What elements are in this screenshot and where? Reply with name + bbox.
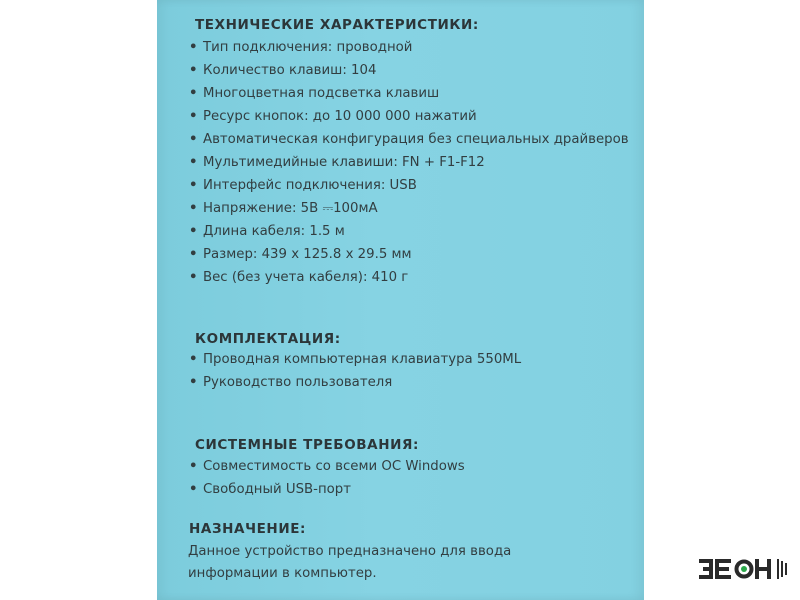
list-item-text: Ресурс кнопок: до 10 000 000 нажатий xyxy=(203,109,477,124)
bullet: • xyxy=(189,270,198,285)
bullet: • xyxy=(189,375,198,390)
specs-heading: ТЕХНИЧЕСКИЕ ХАРАКТЕРИСТИКИ: xyxy=(195,17,479,33)
bullet: • xyxy=(189,86,198,101)
list-item xyxy=(189,220,629,243)
bullet: • xyxy=(189,109,198,124)
purpose-text xyxy=(188,541,511,585)
purpose-line: информации в компьютер. xyxy=(188,566,377,581)
list-item-text: Мультимедийные клавиши: FN + F1-F12 xyxy=(203,155,485,170)
bullet: • xyxy=(189,201,198,216)
bullet: • xyxy=(189,352,198,367)
list-item-text: Свободный USB-порт xyxy=(203,482,351,497)
list-item-text: Автоматическая конфигурация без специальных драйверов xyxy=(203,132,629,147)
bullet: • xyxy=(189,224,198,239)
package-list xyxy=(189,348,521,394)
requirements-heading: СИСТЕМНЫЕ ТРЕБОВАНИЯ: xyxy=(195,437,420,453)
list-item-text: Тип подключения: проводной xyxy=(203,40,413,55)
list-item xyxy=(189,266,629,289)
bullet: • xyxy=(189,132,198,147)
bullet: • xyxy=(189,482,198,497)
list-item xyxy=(189,455,465,478)
list-item-text: Размер: 439 x 125.8 x 29.5 мм xyxy=(203,247,412,262)
list-item-text: Интерфейс подключения: USB xyxy=(203,178,417,193)
list-item-text: Количество клавиш: 104 xyxy=(203,63,377,78)
list-item xyxy=(189,36,629,59)
list-item-text: Длина кабеля: 1.5 м xyxy=(203,224,345,239)
box-info-panel xyxy=(157,0,644,600)
list-item xyxy=(189,348,521,371)
list-item xyxy=(189,478,465,501)
list-item xyxy=(189,243,629,266)
bullet: • xyxy=(189,40,198,55)
bullet: • xyxy=(189,63,198,78)
bullet: • xyxy=(189,155,198,170)
requirements-list xyxy=(189,455,465,501)
package-heading: КОМПЛЕКТАЦИЯ: xyxy=(195,331,341,347)
specs-list xyxy=(189,36,629,289)
list-item xyxy=(189,197,629,220)
list-item xyxy=(189,128,629,151)
list-item xyxy=(189,59,629,82)
list-item xyxy=(189,82,629,105)
bullet: • xyxy=(189,247,198,262)
list-item-text: Совместимость со всеми ОС Windows xyxy=(203,459,465,474)
bullet: • xyxy=(189,178,198,193)
zeon-logo-icon xyxy=(697,557,795,587)
list-item xyxy=(189,105,629,128)
list-item xyxy=(189,151,629,174)
list-item-text: Проводная компьютерная клавиатура 550ML xyxy=(203,352,522,367)
purpose-line: Данное устройство предназначено для ввода xyxy=(188,544,512,559)
list-item-text: Руководство пользователя xyxy=(203,375,393,390)
purpose-heading: НАЗНАЧЕНИЕ: xyxy=(189,521,307,537)
list-item-text: Напряжение: 5В ⎓100мА xyxy=(203,201,378,216)
list-item xyxy=(189,174,629,197)
bullet: • xyxy=(189,459,198,474)
list-item-text: Вес (без учета кабеля): 410 г xyxy=(203,270,409,285)
zeon-logo xyxy=(697,557,795,587)
list-item-text: Многоцветная подсветка клавиш xyxy=(203,86,440,101)
list-item xyxy=(189,371,521,394)
